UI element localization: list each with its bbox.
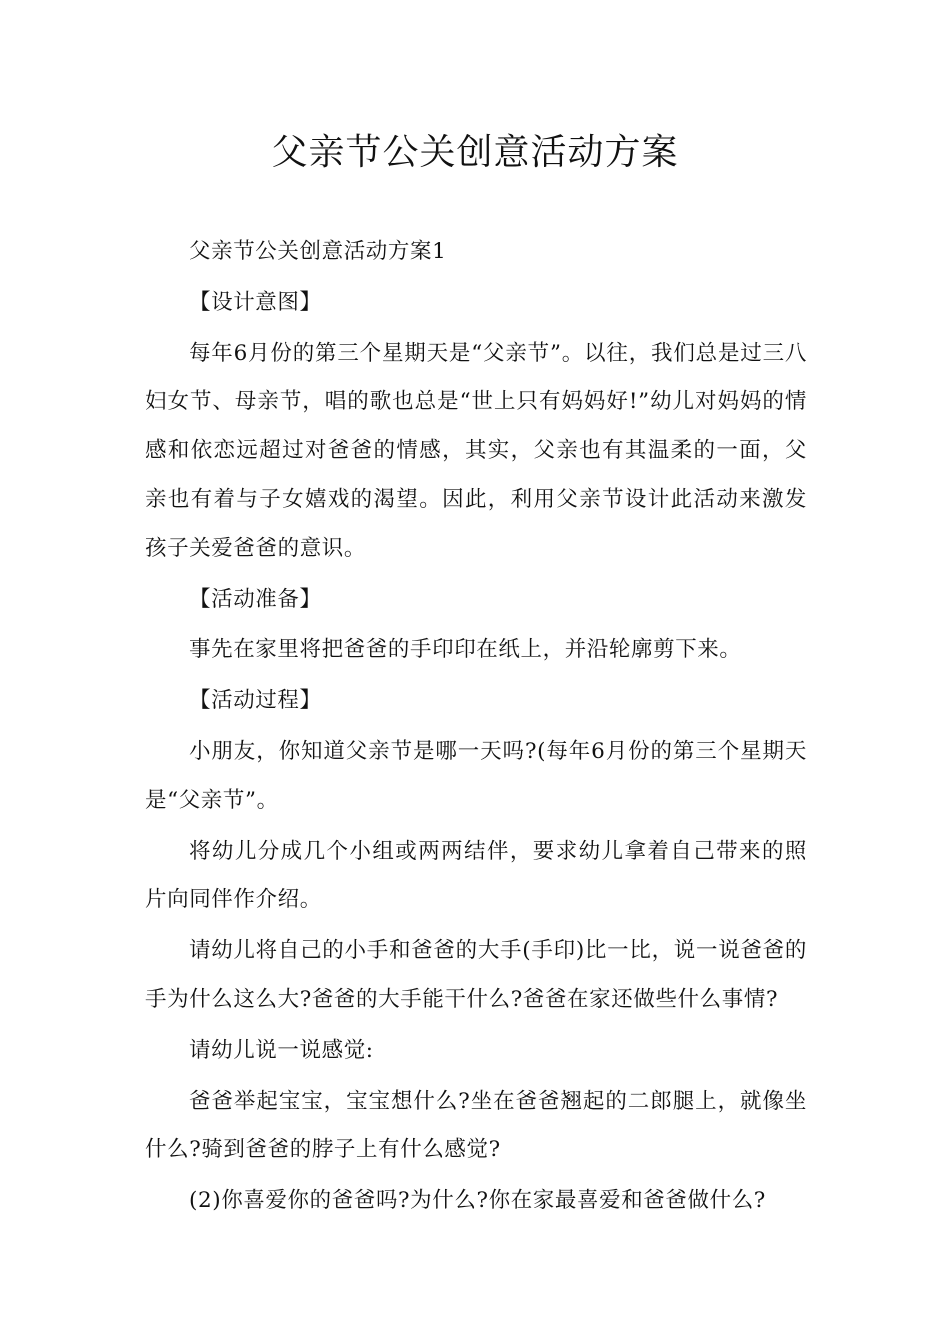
- body-paragraph: 小朋友，你知道父亲节是哪一天吗?(每年6月份的第三个星期天是“父亲节”。: [145, 738, 807, 813]
- document-body: [145, 228, 807, 1228]
- body-paragraph: 事先在家里将把爸爸的手印印在纸上，并沿轮廓剪下来。: [189, 637, 742, 663]
- section-heading-preparation: 【活动准备】: [189, 586, 322, 612]
- body-paragraph: 请幼儿将自己的小手和爸爸的大手(手印)比一比，说一说爸爸的手为什么这么大?爸爸的大手能干什么?爸爸在家还做些什么事情?: [145, 938, 807, 1012]
- section-heading-process: 【活动过程】: [189, 688, 322, 714]
- body-paragraph: 爸爸举起宝宝，宝宝想什么?坐在爸爸翘起的二郎腿上，就像坐什么?骑到爸爸的脖子上有什么感觉?: [145, 1088, 807, 1163]
- page-title: 父亲节公关创意活动方案: [271, 132, 679, 173]
- subtitle-paragraph: 父亲节公关创意活动方案1: [189, 239, 447, 264]
- body-paragraph: (2)你喜爱你的爸爸吗?为什么?你在家最喜爱和爸爸做什么?: [189, 1188, 766, 1214]
- section-heading-design-intent: 【设计意图】: [189, 289, 322, 315]
- body-paragraph: 每年6月份的第三个星期天是“父亲节”。以往，我们总是过三八妇女节、母亲节，唱的歌也总是“世上只有妈妈好!”幼儿对妈妈的情感和依恋远超过对爸爸的情感，其实，父亲也有其温柔的一面，父亲也有着与子女嬉戏的渴望。因此，利用父亲节设计此活动来激发孩子关爱爸爸的意识。: [145, 340, 807, 561]
- body-paragraph: 将幼儿分成几个小组或两两结伴，要求幼儿拿着自己带来的照片向同伴作介绍。: [145, 838, 807, 913]
- body-paragraph: 请幼儿说一说感觉:: [189, 1037, 374, 1063]
